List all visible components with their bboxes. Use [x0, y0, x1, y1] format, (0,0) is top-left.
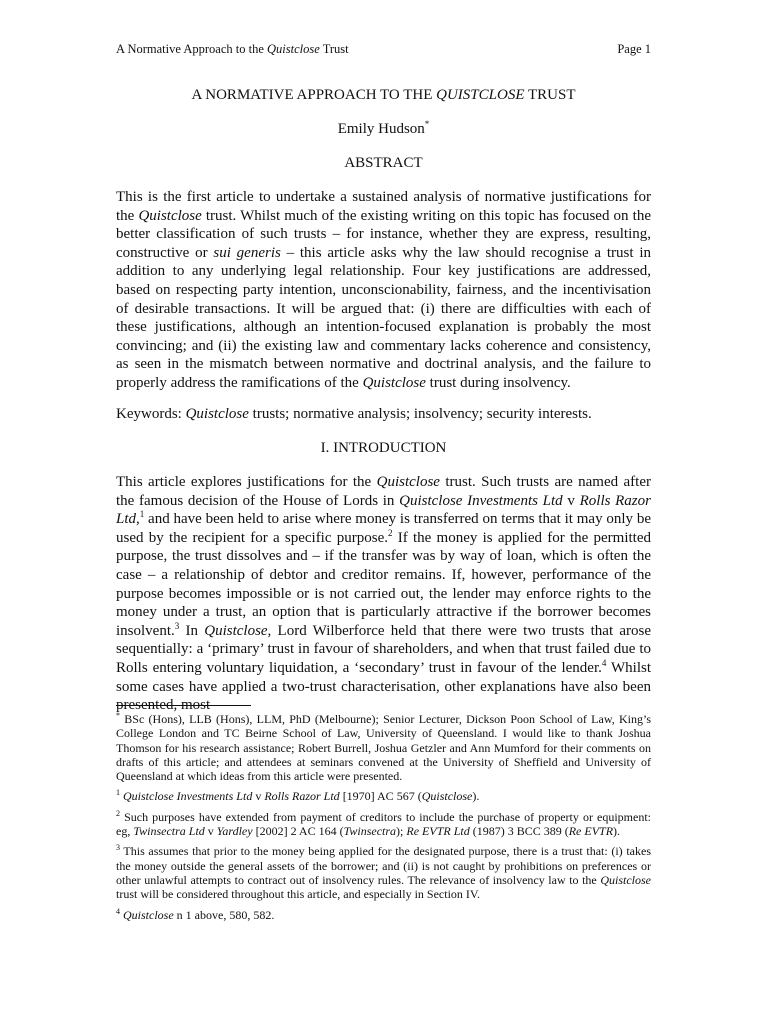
- footnote-2: $^2$ Such purposes have extended from payment of creditors to include the purchase of property or equipment: eg, Twinsectra Ltd v Yardley [2002] 2 AC 164 (Twinsectra); Re EVTR Ltd (1987) 3 BCC 389 (Re EVTR).: [116, 808, 651, 839]
- footnote-1: $^1$ Quistclose Investments Ltd v Rolls Razor Ltd [1970] AC 567 (Quistclose).: [116, 788, 480, 804]
- introduction-paragraph: This article explores justifications for the Quistclose trust. Such trusts are named after the famous decision of the House of Lords in Quistclose Investments Ltd v Rolls Razor Ltd,$^1$ and have been held to arise where money is transferred on terms that it may only be used by the recipient for a specific purpose.$^2$ If the money is applied for the permitted purpose, the trust dissolves and – if the transfer was by way of loan, which is often the case – a relationship of debtor and creditor remains. If, however, performance of the purpose becomes impossible or is not carried out, the lender may enforce rights to the money under a trust, an option that is particularly attractive if the borrower becomes insolvent.$^3$ In Quistclose, Lord Wilberforce held that there were two trusts that arose sequentially: a ‘primary’ trust in favour of shareholders, and when that trust failed due to Rolls entering voluntary liquidation, a ‘secondary’ trust in favour of the lender.$^4$ Whilst some cases have applied a two-trust characterisation, other explanations have also been presented, most: [116, 474, 652, 714]
- abstract-heading: ABSTRACT: [344, 155, 423, 171]
- footnote-separator: [116, 705, 251, 706]
- footnote-3: $^3$ This assumes that prior to the money being applied for the designated purpose, there is a trust that: (i) takes the money outside the general assets of the borrower; and (ii) is not caught by prohibitions on preferences or other unlawful attempts to contract out of insolvency rules. The relevance of insolvency law to the Quistclose trust will be considered throughout this article, and especially in Section IV.: [116, 843, 651, 902]
- footnote-ref-3[interactable]: 3: [174, 620, 180, 631]
- footnote-ref-2[interactable]: 2: [388, 527, 393, 538]
- abstract-paragraph: This is the first article to undertake a sustained analysis of normative justifications for the Quistclose trust. Whilst much of the existing writing on this topic has focused on the better classification of such trusts – for instance, whether they are express, resulting, constructive or sui generis – this article asks why the law should recognise a trust in addition to any underlying legal relationship. Four key justifications are addressed, based on respecting party intention, unconscionability, fairness, and the incentivisation of desirable transactions. It will be argued that: (i) there are difficulties with each of these justifications, although an intention-focused explanation is probably the most convincing; and (ii) the existing law and commentary lacks coherence and consistency, as seen in the mismatch between normative and doctrinal analysis, and the failure to properly address the ramifications of the Quistclose trust during insolvency.: [116, 189, 651, 391]
- footnote-4: $^4$ Quistclose n 1 above, 580, 582.: [116, 906, 275, 922]
- author-name: Emily Hudson: [337, 121, 425, 137]
- running-header: [116, 42, 651, 57]
- running-title: A Normative Approach to the Quistclose Trust: [116, 42, 349, 56]
- footnotes: [116, 712, 651, 928]
- article-title: A NORMATIVE APPROACH TO THE QUISTCLOSE TRUST: [191, 87, 576, 103]
- page-number: Page 1: [617, 42, 651, 56]
- footnote-ref-1[interactable]: 1: [139, 509, 145, 520]
- keywords-line: Keywords: Quistclose trusts; normative analysis; insolvency; security interests.: [116, 406, 592, 422]
- section-heading-introduction: I. INTRODUCTION: [320, 440, 447, 456]
- author-footnote-mark: *: [424, 119, 430, 129]
- footnote-ref-4[interactable]: 4: [601, 657, 607, 668]
- author-line: [116, 121, 651, 138]
- footnote-author: * BSc (Hons), LLB (Hons), LLM, PhD (Melbourne); Senior Lecturer, Dickson Poon School of Law, King’s College London and TC Beirne School of Law, University of Queensland. I would like to thank Joshua Thomson for his research assistance; Robert Burrell, Joshua Getzler and Ann Mumford for their comments on drafts of this article; and attendees at seminars convened at the University of Sheffield and University of Queensland at which ideas from this article were presented.: [116, 711, 651, 784]
